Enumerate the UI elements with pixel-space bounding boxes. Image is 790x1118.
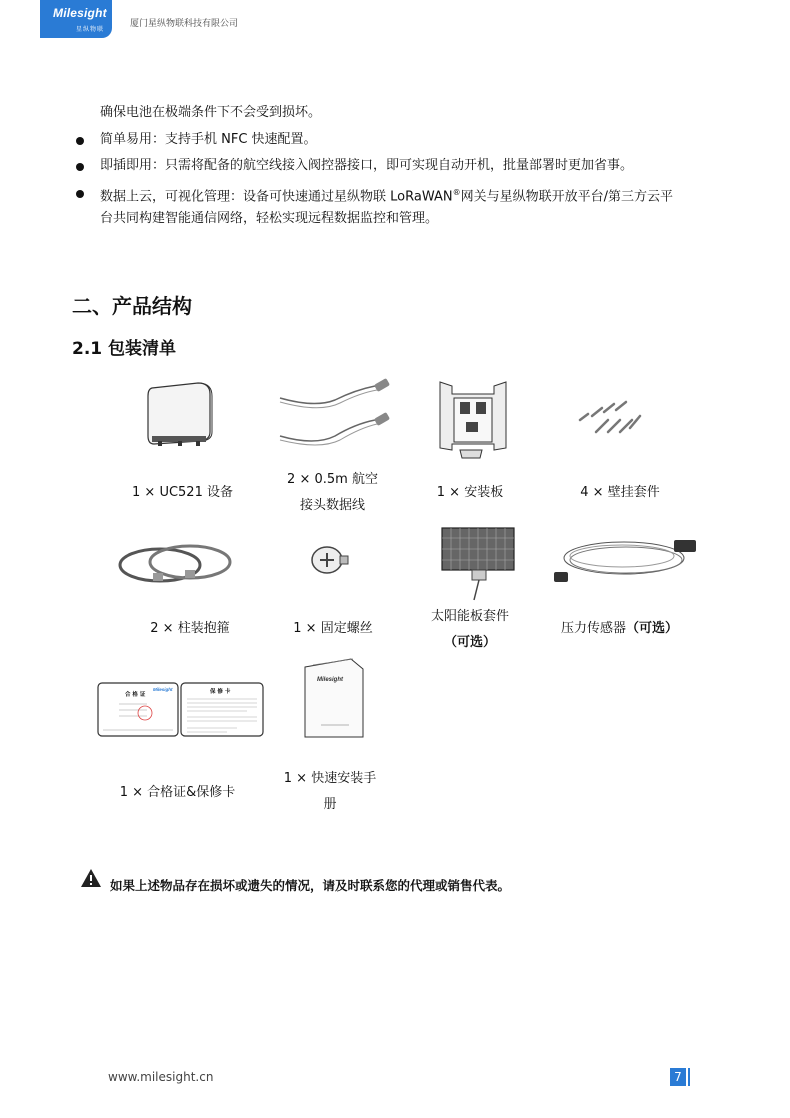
feature-item: 即插即用：只需将配备的航空线接入阀控器接口，即可实现自动开机，批量部署时更加省事。: [100, 158, 634, 173]
caption-guide-line1: 1 × 快速安装手: [283, 771, 377, 786]
quick-guide-image: [303, 657, 365, 739]
caption-mount-plate: 1 × 安装板: [436, 485, 504, 500]
footer-url: www.milesight.cn: [108, 1070, 214, 1084]
bullet-icon: [76, 190, 84, 198]
feature-item: 简单易用：支持手机 NFC 快速配置。: [100, 132, 317, 147]
logo-text: Milesight: [53, 6, 107, 20]
page-number-accent: [688, 1068, 690, 1086]
caption-wall-kit: 4 × 壁挂套件: [580, 485, 660, 500]
caption-guide-line2: 册: [323, 797, 337, 812]
feature-item-cloud-line2: 台共同构建智能通信网络，轻松实现远程数据监控和管理。: [100, 211, 439, 226]
subsection-title: 2.1 包装清单: [72, 339, 177, 359]
guide-cover-brand: Milesight: [317, 677, 344, 683]
caption-solar-line2: （可选）: [443, 635, 496, 650]
bullet-icon: [76, 137, 84, 145]
caption-cert-card: 1 × 合格证&保修卡: [119, 785, 236, 800]
brand-logo: [40, 0, 112, 38]
caption-solar-line1: 太阳能板套件: [430, 609, 509, 624]
fixing-screw-image: [302, 540, 352, 580]
pole-clamp-image: [115, 540, 235, 590]
caption-cable-line2: 接头数据线: [299, 498, 365, 513]
caption-screw: 1 × 固定螺丝: [293, 621, 373, 636]
caption-pressure-sensor: 压力传感器（可选）: [560, 621, 679, 636]
certificate-warranty-card-image: [97, 682, 265, 738]
solar-panel-image: [436, 524, 521, 604]
caption-clamp: 2 × 柱装抱箍: [150, 621, 230, 636]
aviation-cable-image: [275, 378, 395, 458]
bullet-icon: [76, 163, 84, 171]
section-title: 二、产品结构: [72, 294, 192, 318]
uc521-device-image: [140, 380, 220, 450]
warning-icon: [80, 868, 102, 888]
logo-subtext: 星纵物联: [76, 26, 105, 33]
caption-cable-line1: 2 × 0.5m 航空: [287, 472, 378, 487]
certificate-brand: Milesight: [153, 687, 173, 692]
warranty-title: 保 修 卡: [210, 689, 231, 695]
caption-uc521: 1 × UC521 设备: [132, 485, 233, 500]
mounting-plate-image: [432, 378, 512, 463]
pressure-sensor-image: [552, 532, 702, 588]
company-name: 厦门星纵物联科技有限公司: [130, 19, 239, 29]
feature-continuation: 确保电池在极端条件下不会受到损坏。: [100, 105, 322, 120]
page-number: 7: [670, 1068, 686, 1086]
warning-text: 如果上述物品存在损坏或遗失的情况，请及时联系您的代理或销售代表。: [110, 878, 511, 893]
wall-mount-kit-image: [572, 398, 642, 438]
certificate-title: 合 格 证: [125, 692, 146, 698]
feature-item-cloud: 数据上云，可视化管理：设备可快速通过星纵物联 LoRaWAN®网关与星纵物联开放平台/第三方云平: [100, 188, 673, 205]
